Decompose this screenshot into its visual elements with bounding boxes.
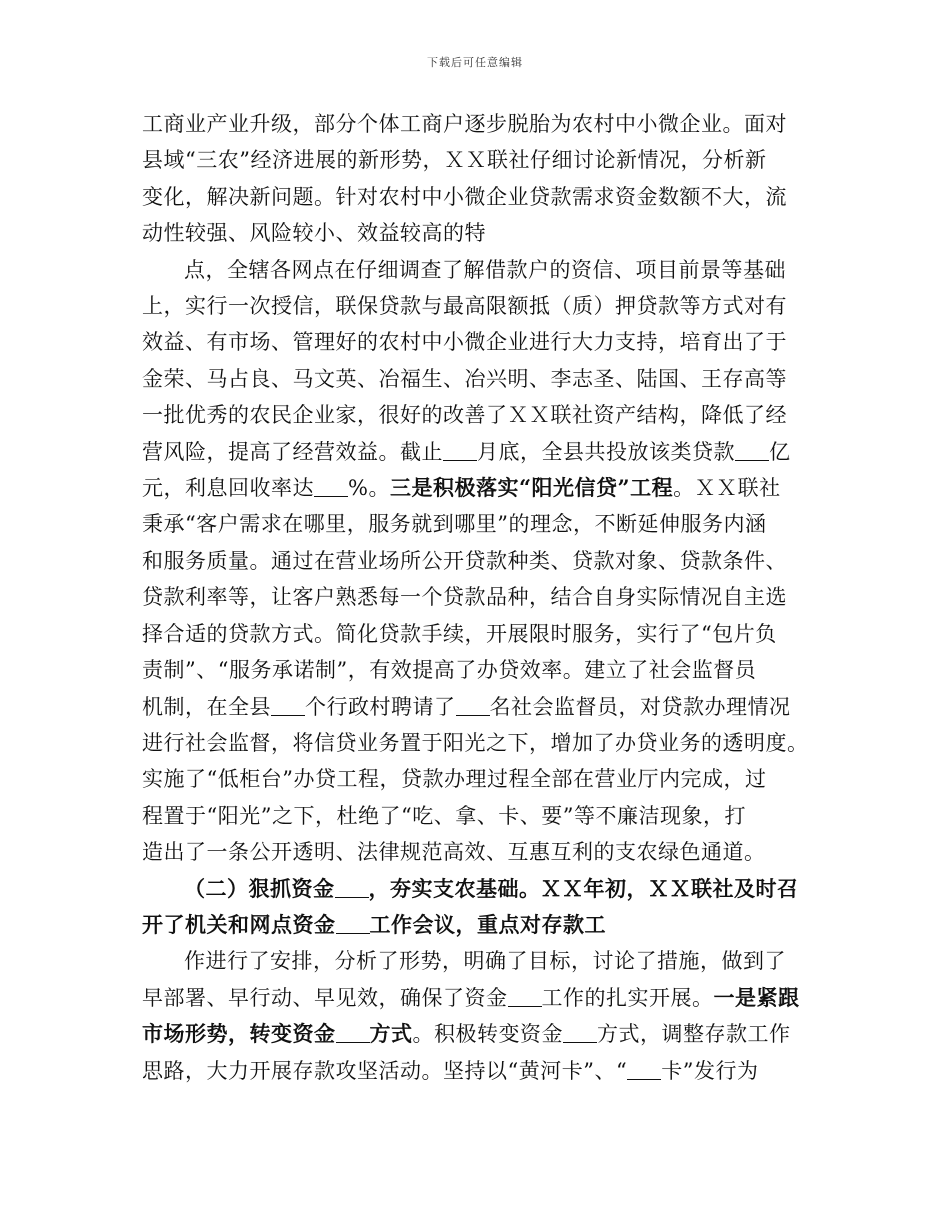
text-line: 金荣、马占良、马文英、冶福生、冶兴明、李志圣、陆国、王存高等: [142, 366, 787, 391]
text-line: [142, 1053, 808, 1089]
fill-blank: [336, 1024, 370, 1043]
fill-blank: [563, 1024, 597, 1043]
text-line: 贷款利率等，让客户熟悉每一个贷款品种，结合自身实际情况自主选: [142, 585, 787, 610]
fill-blank: [335, 879, 369, 898]
text-segment: 。积极转变资金: [412, 1022, 563, 1047]
text-line: 效益、有市场、管理好的农村中小微企业进行大力支持，培育出了于: [142, 330, 787, 355]
text-line: 变化，解决新问题。针对农村中小微企业贷款需求资金数额不大，流: [142, 184, 787, 209]
text-segment: 工作的扎实开展。: [541, 985, 714, 1010]
document-body: [142, 106, 808, 1089]
text-line: 上，实行一次授信，联保贷款与最高限额抵（质）押贷款等方式对有: [142, 294, 787, 319]
text-line: 点，全辖各网点在仔细调查了解借款户的资信、项目前景等基础: [184, 257, 786, 282]
text-segment: 。ＸＸ联社: [673, 476, 781, 501]
fill-blank: [336, 915, 370, 934]
text-segment: 月底，全县共投放该类贷款: [477, 439, 735, 464]
text-segment: （二）狠抓资金: [184, 875, 335, 901]
text-segment: 营风险，提高了经营效益。截止: [142, 439, 443, 464]
text-line: 工商业产业升级，部分个体工商户逐步脱胎为农村中小微企业。面对: [142, 112, 787, 136]
text-segment: 方式，调整存款工作: [597, 1022, 791, 1047]
text-segment: 机制，在全县: [142, 694, 271, 719]
text-line: 责制”、“服务承诺制”，有效提高了办贷效率。建立了社会监督员: [142, 658, 757, 683]
text-segment: 早部署、早行动、早见效，确保了资金: [142, 985, 508, 1010]
text-line: 一批优秀的农民企业家，很好的改善了ＸＸ联社资产结构，降低了经: [142, 403, 787, 428]
text-segment: 名社会监督员，对贷款办理情况: [489, 694, 791, 719]
text-line: [142, 980, 808, 1016]
fill-blank: [735, 442, 769, 461]
text-line: 作进行了安排，分析了形势，明确了目标，讨论了措施，做到了: [184, 949, 786, 974]
text-line: 造出了一条公开透明、法律规范高效、互惠互利的支农绿色通道。: [142, 840, 766, 865]
text-line: 秉承“客户需求在哪里，服务就到哪里”的理念，不断延伸服务内涵: [142, 512, 767, 537]
fill-blank: [271, 697, 305, 716]
text-segment: %。: [348, 476, 390, 501]
bold-heading: 市场形势，转变资金: [142, 1021, 336, 1047]
bold-heading: 三是积极落实“阳光信贷”工程: [389, 475, 674, 501]
text-line: [142, 434, 808, 470]
paragraph-3: [142, 871, 808, 944]
text-segment: ，夯实支农基础。ＸＸ年初，ＸＸ联社及时召: [368, 875, 799, 901]
text-segment: 思路，大力开展存款攻坚活动。坚持以“黄河卡”、“: [142, 1058, 628, 1083]
text-line: 程置于“阳光”之下，杜绝了“吃、拿、卡、要”等不廉洁现象，打: [142, 803, 746, 828]
text-segment: 工作会议，重点对存款工: [369, 911, 606, 937]
text-segment: 亿: [769, 439, 791, 464]
fill-blank: [508, 988, 542, 1007]
text-line: 和服务质量。通过在营业场所公开贷款种类、贷款对象、贷款条件、: [142, 548, 787, 573]
text-line: 实施了“低柜台”办贷工程，贷款办理过程全部在营业厅内完成，过: [142, 767, 767, 792]
text-line: 择合适的贷款方式。简化贷款手续，开展限时服务，实行了“包片负: [142, 621, 777, 646]
bold-heading: 方式: [369, 1021, 413, 1047]
bold-heading: 一是紧跟: [713, 984, 800, 1010]
fill-blank: [627, 1061, 661, 1080]
text-line: 进行社会监督，将信贷业务置于阳光之下，增加了办贷业务的透明度。: [142, 730, 809, 755]
text-line: 动性较强、风险较小、效益较高的特: [142, 221, 486, 246]
paragraph-4: [142, 943, 808, 1089]
paragraph-2: [142, 252, 808, 871]
fill-blank: [456, 697, 490, 716]
section-heading: [142, 871, 808, 907]
text-segment: 卡”发行为: [661, 1058, 759, 1083]
paragraph-1: [142, 106, 808, 252]
text-line: [142, 470, 808, 506]
page-header: 下载后可任意编辑: [427, 56, 523, 69]
text-segment: 个行政村聘请了: [305, 694, 456, 719]
text-line: 县域“三农”经济进展的新形势，ＸＸ联社仔细讨论新情况，分析新: [142, 148, 767, 173]
fill-blank: [314, 478, 348, 497]
fill-blank: [443, 442, 477, 461]
text-line: [142, 1016, 808, 1052]
text-line: [142, 689, 808, 725]
text-segment: 开了机关和网点资金: [142, 911, 336, 937]
section-heading: [142, 907, 808, 943]
text-segment: 元，利息回收率达: [142, 476, 314, 501]
